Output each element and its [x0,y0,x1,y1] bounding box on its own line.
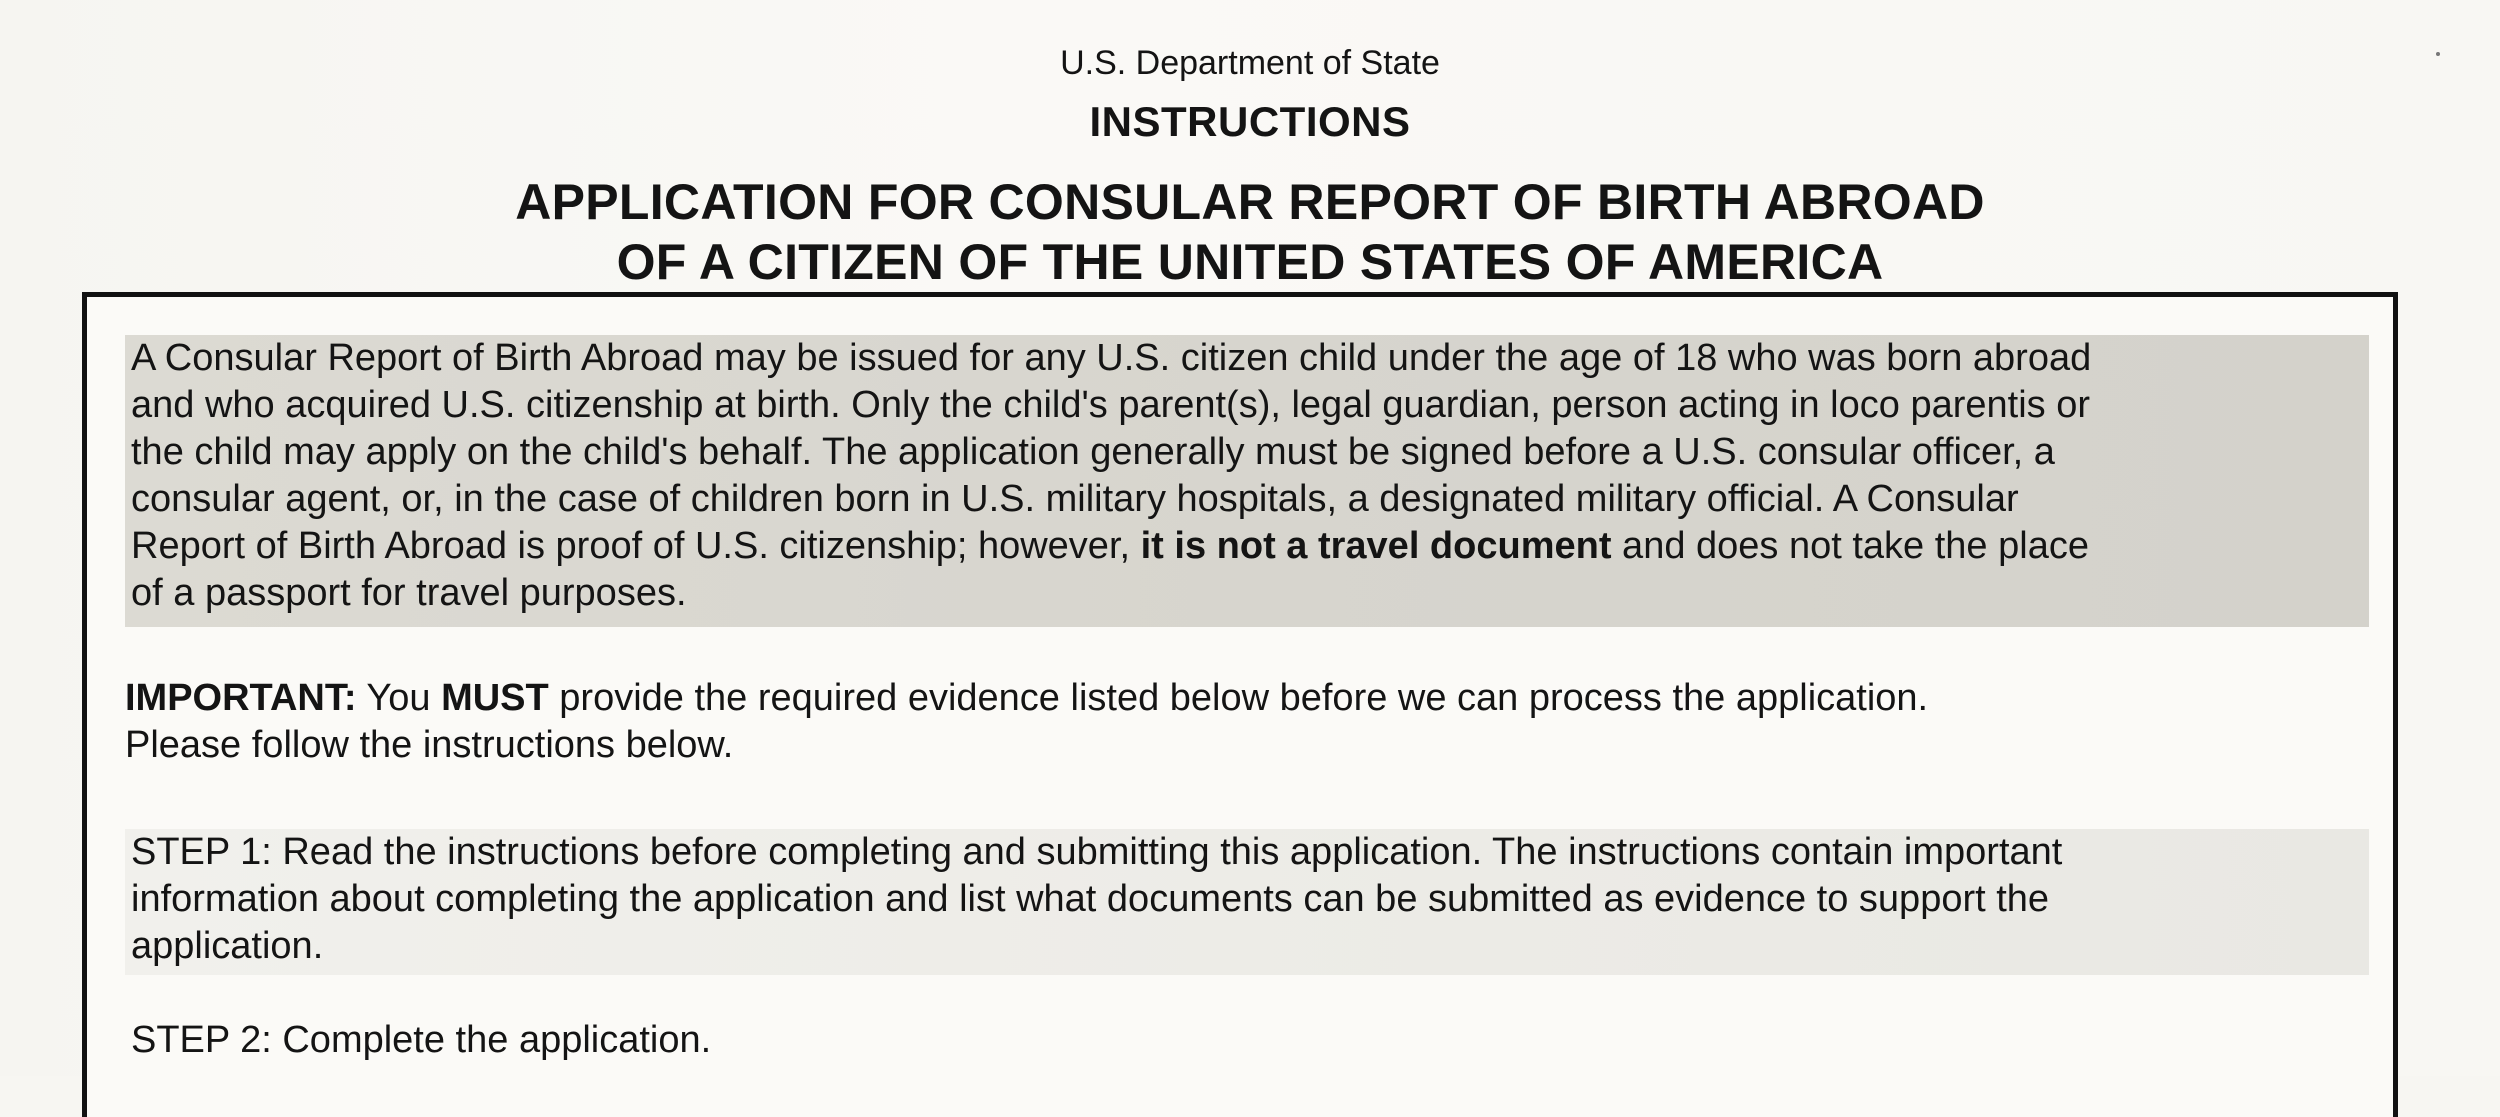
instructions-box [82,292,2398,1117]
intro-text: and does not take the place [1611,525,2089,567]
instructions-heading: INSTRUCTIONS [1089,98,1411,145]
intro-text: Report of Birth Abroad is proof of U.S. citizenship; however, [131,525,1141,567]
step-line: STEP 2: Complete the application. [131,1019,712,1061]
intro-line: consular agent, or, in the case of children born in U.S. military hospitals, a designated military official. A Consular [131,478,2019,520]
intro-paragraph [125,335,2369,627]
must-emphasis: MUST [441,677,549,719]
form-title-line-1: APPLICATION FOR CONSULAR REPORT OF BIRTH ABROAD [515,174,1985,230]
important-text: provide the required evidence listed below before we can process the application. [548,677,1929,719]
step-1 [125,829,2369,975]
intro-line: the child may apply on the child's behalf. The application generally must be signed before a U.S. consular officer, a [131,431,2055,473]
intro-line [131,523,2359,570]
important-label: IMPORTANT: [125,677,357,719]
important-notice [125,675,2369,769]
step-line: application. [131,925,324,967]
agency-name: U.S. Department of State [1060,44,1440,82]
form-title-line-2: OF A CITIZEN OF THE UNITED STATES OF AMERICA [616,234,1884,290]
step-line: information about completing the application and list what documents can be submitted as evidence to support the [131,878,2050,920]
intro-line: of a passport for travel purposes. [131,572,687,614]
step-2 [125,1017,2375,1064]
step-line: STEP 1: Read the instructions before completing and submitting this application. The instructions contain important [131,831,2063,873]
intro-line: and who acquired U.S. citizenship at birth. Only the child's parent(s), legal guardian, person acting in loco parentis or [131,384,2090,426]
intro-line: A Consular Report of Birth Abroad may be issued for any U.S. citizen child under the age of 18 who was born abroad [131,337,2092,379]
important-text: You [356,677,442,719]
travel-document-emphasis: it is not a travel document [1140,525,1612,567]
important-line [125,675,2369,722]
form-title [0,172,2500,292]
important-line: Please follow the instructions below. [125,724,734,766]
